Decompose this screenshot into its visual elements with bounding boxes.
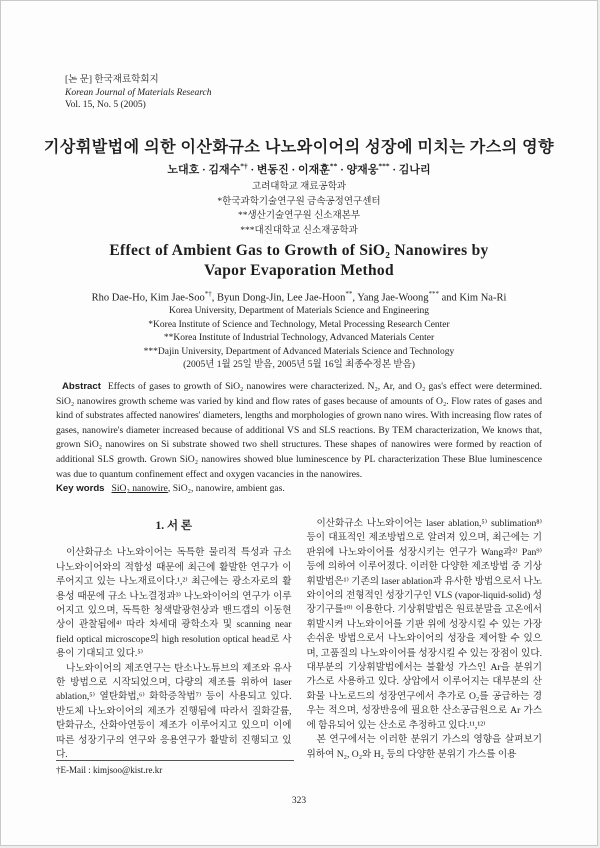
author-affiliation-mark: ** [345,290,353,298]
keywords-line [56,483,542,494]
section-1-heading: 1. 서 론 [155,520,193,532]
abstract-label: Abstract [62,381,101,392]
affiliation-line: **생산기술연구원 신소재본부 [238,211,360,221]
body-paragraph: 본 연구에서는 이러한 분위기 가스의 영향을 살펴보기 위하여 N₂, O₂와 H₂ 등의 다양한 분위기 가스를 이용 [306,734,542,760]
author-segment: 노대호 · 김재수 [167,164,241,176]
journal-category: [논 문] 한국재료학회지 [65,75,159,85]
affiliation-line: **Korea Institute of Industrial Technology, Advanced Materials Center [163,333,435,343]
authors-english [1,290,597,304]
keywords-label: Key words [56,483,105,494]
affiliation-line: *한국과학기술연구원 금속공정연구센터 [217,196,381,207]
abstract-text: Effects of gases to growth of SiO₂ nanowires were characterized. N₂, Ar, and O₂ gas's effect were determined. SiO₂ nanowires growth scheme was varied by kind and flow rates of gases because of amounts of O₂. Flow rates of gases and kind of substrates affected nanowires' diameters, lengths and morphologies of grown nano wires. With increasing flow rates of gases, nanowire's diameter increased because of additional VS and SLS reactions. By TEM characterization, We knows that, grown SiO₂ nanowires on Si substrate showed two shell structures. These shapes of nanowires were formed by reaction of additional SLS growth. Grown SiO₂ nanowires showed blue luminescence by PL characterization These Blue luminescence was due to quantum confinement effect and oxygen vacancies in the nanowires. [56,381,542,480]
page-number: 323 [291,796,307,806]
journal-header [65,74,212,112]
corresponding-author-footnote: †E-Mail : kimjsoo@kist.re.kr [56,760,294,775]
received-dates: (2005년 1월 25일 받음, 2005년 5월 16일 최종수정본 받음) [183,360,415,370]
right-column [307,517,543,763]
affiliations-english [1,305,597,359]
author-segment: · 양재웅 [337,164,379,176]
title-english-line1: Effect of Ambient Gas to Growth of SiO₂ Nanowires by [109,242,489,259]
author-affiliation-mark: *** [428,290,439,298]
author-affiliation-mark: ** [329,161,338,171]
affiliation-line: *Korea Institute of Science and Technology, Metal Processing Research Center [148,319,450,330]
body-paragraph: 나노와이어의 제조연구는 탄소나노튜브의 제조와 유사한 방법으로 시작되었으며, 다량의 제조를 위하여 laser ablation,⁵⁾ 열탄화법,⁶⁾ 화학증착법⁷⁾ 등이 사용되고 있다. 반도체 나노와이어의 제조가 진행됨에 따라서 질화갈륨, 탄화규소, 산화아연등이 제조가 이루어지고 있으미 이에 따른 성장기구의 연구와 응용연구가 활발히 진행되고 있다. [56,662,292,761]
author-affiliation-mark: *** [378,161,390,171]
author-segment: Rho Dae-Ho, Kim Jae-Soo [91,292,205,304]
affiliation-line: Korea University, Department of Materials Science and Engineering [168,306,429,316]
keyword-underlined: SiO₂ nanowire [111,483,168,494]
affiliations-korean [1,180,597,238]
body-columns [56,517,542,763]
journal-name: Korean Journal of Materials Research [65,87,212,98]
abstract-paragraph [56,380,542,482]
body-paragraph: 이산화규소 나노와이어는 독특한 물리적 특성과 규소 나노와이어와의 적합성 때문에 최근에 활발한 연구가 이루어지고 있는 나노재료이다.¹,²⁾ 최근에는 광소자로의 활용성 때문에 규소 나노결정과³⁾ 나노와이어의 연구가 이루어지고 있으며, 독특한 청색발광현상과 밴드갭의 이동현상이 관찰됨에⁴⁾ 따라 차세대 광학소자 및 scanning near field optical microscope의 high resolution optical head로 사용이 기대되고 있다.⁵⁾ [56,547,292,660]
author-segment: , Yang Jae-Woong [352,292,429,304]
affiliation-line: ***Dajin University, Department of Advanced Materials Science and Technology [143,346,455,357]
author-affiliation-mark: *† [204,290,212,298]
affiliation-line: ***대진대학교 신소재공학과 [240,225,358,236]
author-segment: and Kim Na-Ri [439,292,507,304]
author-segment: · 변동진 · 이재훈 [247,164,330,176]
author-segment: · 김나리 [389,164,431,176]
title-english [1,241,597,281]
journal-volume: Vol. 15, No. 5 (2005) [65,100,146,110]
authors-korean [1,161,597,177]
author-affiliation-mark: *† [240,161,248,171]
title-english-line2: Vapor Evaporation Method [204,262,394,279]
body-paragraph: 이산화규소 나노와이어는 laser ablation,⁵⁾ sublimation⁸⁾ 등이 대표적인 제조방법으로 알려져 있으며, 최근에는 기판위에 나노와이어를 성장시키는 연구가 Wang과²⁾ Pan⁹⁾ 등에 의하여 이루어졌다. 이러한 다양한 제조방법 중 기상휘발법은¹⁾ 기존의 laser ablation과 유사한 방법으로서 나노와이어의 전형적인 성장기구인 VLS (vapor-liquid-solid) 성장기구를¹⁰⁾ 이용한다. 기상휘발법은 원료분말을 고온에서 휘발시켜 나노와이어를 기판 위에 성장시킬 수 있는 가장 손쉬운 방법으로서 나노와이어의 성장을 제어할 수 있으며, 고품질의 나노와이어를 성장시킬 수 있는 장점이 있다. 대부분의 기상휘발법에서는 불활성 가스인 Ar을 분위기 가스로 사용하고 있다. 상압에서 이루어지는 대부분의 산화물 나노로드의 성장연구에서 추가로 O₂를 공급하는 경우는 적으며, 성장반응에 필요한 산소공급원으로 Ar 가스에 함유되어 있는 산소로 추정하고 있다.¹¹,¹²⁾ [306,518,542,731]
left-column [56,517,292,763]
keywords-rest: , SiO₂, nanowire, ambient gas. [167,483,285,494]
abstract-section [56,380,542,482]
author-segment: , Byun Dong-Jin, Lee Jae-Hoon [211,292,346,304]
affiliation-line: 고려대학교 재료공학과 [251,182,347,192]
title-korean: 기상휘발법에 의한 이산화규소 나노와이어의 성장에 미치는 가스의 영향 [43,139,555,156]
